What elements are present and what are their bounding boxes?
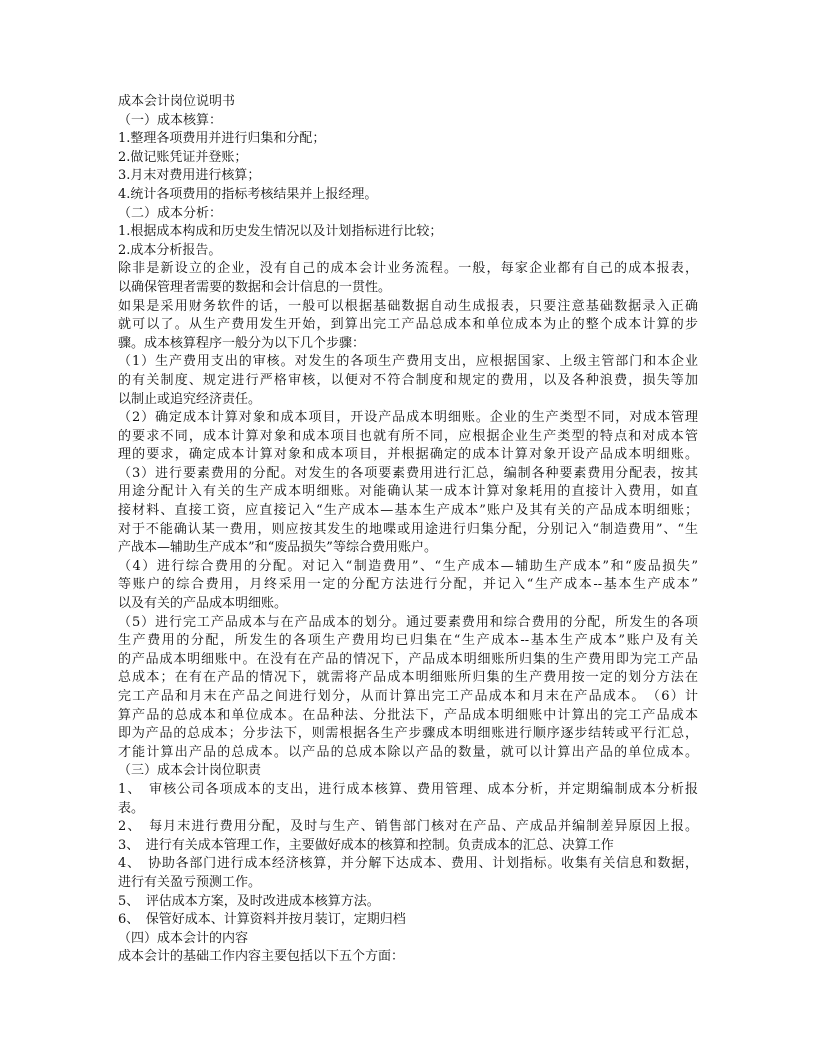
text-line: 以确保管理者需要的数据和会计信息的一贯性。: [118, 279, 392, 295]
text-line: （3）进行要素费用的分配。对发生的各项要素费用进行汇总，编制各种要素费用分配表，按其: [118, 465, 698, 481]
text-line: 表。: [118, 800, 145, 816]
text-line: 产战本—辅助生产成本”和“废品损失”等综合费用账户。: [118, 540, 437, 556]
text-line: 完工产品和月末在产品之间进行划分，从而计算出完工产品成本和月末在产品成本。 （6）计: [118, 689, 698, 704]
text-line: （二）成本分析：: [118, 205, 223, 221]
text-line: 1.整理各项费用并进行归集和分配；: [118, 131, 326, 147]
text-line: 就可以了。从生产费用发生开始，到算出完工产品总成本和单位成本为止的整个成本计算的步: [118, 317, 698, 333]
text-line: 2、 每月末进行费用分配，及时与生产、销售部门核对在产品、产成品并编制差异原因上报。: [118, 819, 698, 835]
text-line: （一）成本核算：: [118, 112, 223, 128]
text-line: 算产品的总成本和单位成本。在品种法、分批法下，产品成本明细账中计算出的完工产品成本: [118, 707, 698, 723]
text-line: 以及有关的产品成本明细账。: [118, 596, 288, 612]
text-line: 进行有关盈亏预测工作。: [118, 874, 262, 890]
text-line: 骤。成本核算程序一般分为以下几个步骤：: [118, 335, 366, 351]
text-line: 除非是新设立的企业，没有自己的成本会计业务流程。一般，每家企业都有自己的成本报表，: [118, 261, 698, 277]
text-line: 3.月末对费用进行核算；: [118, 168, 261, 184]
text-line: 4.统计各项费用的指标考核结果并上报经理。: [118, 186, 378, 202]
text-line: 接材料、直接工资，应直接记入“生产成本—基本生产成本”账户及其有关的产品成本明细账；: [118, 503, 698, 519]
text-line: （三）成本会计岗位职责: [118, 763, 262, 779]
text-line: 如果是采用财务软件的话，一般可以根据基础数据自动生成报表，只要注意基础数据录入正确: [118, 298, 698, 314]
text-line: 3、 进行有关成本管理工作，主要做好成本的核算和控制。负责成本的汇总、决算工作: [118, 837, 614, 853]
text-line: 理的要求，确定成本计算对象和成本项目，并根据确定的成本计算对象开设产品成本明细账。: [118, 447, 698, 463]
text-line: 1.根据成本构成和历史发生情况以及计划指标进行比较；: [118, 224, 443, 240]
text-line: （5）进行完工产品成本与在产品成本的划分。通过要素费用和综合费用的分配，所发生的各项: [118, 614, 698, 630]
text-line: 对于不能确认某一费用，则应按其发生的地喋或用途进行归集分配，分别记入“制造费用”、“生: [118, 521, 698, 537]
text-line: 以制止或追究经济责任。: [118, 391, 262, 407]
text-line: 生产费用的分配，所发生的各项生产费用均已归集在“生产成本--基本生产成本”账户及有关: [118, 633, 698, 649]
text-line: 的有关制度、规定进行严格审核，以便对不符合制度和规定的费用，以及各种浪费，损失等加: [118, 372, 698, 388]
text-line: （4）进行综合费用的分配。对记入“制造费用”、“生产成本—辅助生产成本”和“废品损失”: [118, 558, 698, 574]
text-line: 6、 保管好成本、计算资料并按月装订，定期归档: [118, 912, 406, 928]
text-line: 成本会计的基础工作内容主要包括以下五个方面：: [118, 949, 405, 965]
document-title: 成本会计岗位说明书: [118, 94, 236, 109]
text-line: （四）成本会计的内容: [118, 930, 249, 946]
text-line: 才能计算出产品的总成本。以产品的总成本除以产品的数量，就可以计算出产品的单位成本。: [118, 744, 698, 760]
text-line: 的要求不同，成本计算对象和成本项目也就有所不同，应根据企业生产类型的特点和对成本管: [118, 428, 698, 444]
text-line: 4、 协助各部门进行成本经济核算，并分解下达成本、费用、计划指标。收集有关信息和数据，: [118, 856, 698, 872]
text-line: 即为产品的总成本；分步法下，则需根据各生产步骤成本明细账进行顺序逐步结转或平行汇总，: [118, 726, 698, 742]
text-line: （1）生产费用支出的审核。对发生的各项生产费用支出，应根据国家、上级主管部门和本企业: [118, 354, 698, 370]
text-line: 用途分配计入有关的生产成本明细账。对能确认某一成本计算对象耗用的直接计入费用，如直: [118, 484, 698, 500]
text-line: （2）确定成本计算对象和成本项目，开设产品成本明细账。企业的生产类型不同，对成本管理: [118, 410, 698, 426]
text-line: 的产品成本明细账中。在没有在产品的情况下，产品成本明细账所归集的生产费用即为完工产品: [118, 651, 698, 667]
document-body: [118, 93, 698, 967]
text-line: 等账户的综合费用，月终采用一定的分配方法进行分配，并记入“生产成本--基本生产成本”: [118, 577, 698, 593]
text-line: 5、 评估成本方案，及时改进成本核算方法。: [118, 893, 380, 909]
text-line: 1、 审核公司各项成本的支出，进行成本核算、费用管理、成本分析，并定期编制成本分析报: [118, 781, 698, 797]
text-line: 2.做记账凭证并登账；: [118, 149, 248, 165]
text-line: 2.成本分析报告。: [118, 242, 222, 258]
text-line: 总成本；在有在产品的情况下，就需将产品成本明细账所归集的生产费用按一定的划分方法在: [118, 670, 698, 686]
